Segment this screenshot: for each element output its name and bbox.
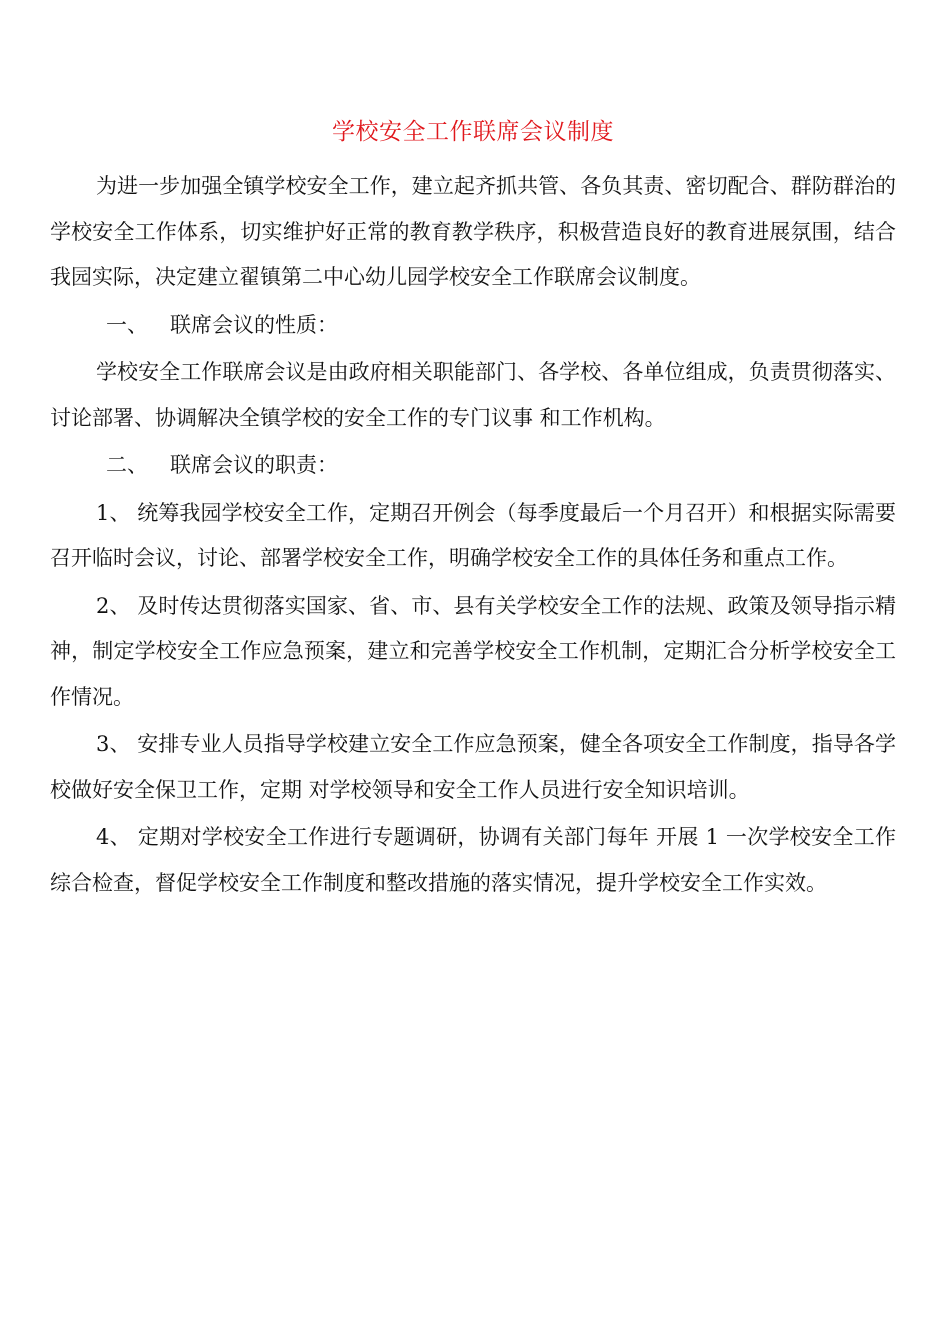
duty-item-4: 4、 定期对学校安全工作进行专题调研，协调有关部门每年 开展 1 一次学校安全工作综合检查，督促学校安全工作制度和整改措施的落实情况，提升学校安全工作实效。 (50, 825, 896, 895)
section-1-heading (50, 303, 896, 349)
intro-paragraph: 为进一步加强全镇学校安全工作，建立起齐抓共管、各负其责、密切配合、群防群治的学校安全工作体系，切实维护好正常的教育教学秩序，积极营造良好的教育进展氛围，结合我园实际，决定建立翟镇第二中心幼儿园学校安全工作联席会议制度。 (50, 174, 896, 289)
document-title: 学校安全工作联席会议制度 (332, 119, 614, 145)
section-1-title: 联席会议的性质： (170, 312, 338, 337)
section-1-body: 学校安全工作联席会议是由政府相关职能部门、各学校、各单位组成，负责贯彻落实、讨论部署、协调解决全镇学校的安全工作的专门议事 和工作机构。 (50, 360, 896, 430)
section-2-heading (50, 443, 896, 489)
document-page (50, 112, 896, 908)
duty-item-1: 1、 统筹我园学校安全工作，定期召开例会（每季度最后一个月召开）和根据实际需要召开临时会议，讨论、部署学校安全工作，明确学校安全工作的具体任务和重点工作。 (50, 500, 896, 570)
duty-item-2: 2、 及时传达贯彻落实国家、省、市、县有关学校安全工作的法规、政策及领导指示精神，制定学校安全工作应急预案，建立和完善学校安全工作机制，定期汇合分析学校安全工作情况。 (50, 593, 896, 709)
section-2-title: 联席会议的职责： (170, 453, 338, 477)
duty-item-3: 3、 安排专业人员指导学校建立安全工作应急预案，健全各项安全工作制度，指导各学校做好安全保卫工作，定期 对学校领导和安全工作人员进行安全知识培训。 (50, 732, 896, 802)
section-2-number: 二、 (106, 453, 148, 477)
section-1-number: 一、 (106, 312, 148, 337)
